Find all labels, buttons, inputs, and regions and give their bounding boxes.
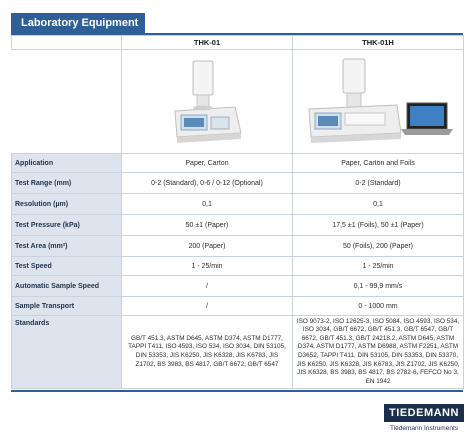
table-row [12, 316, 464, 389]
model-header-thk01h: THK-01H [293, 36, 464, 50]
row-value-thk01h: 50 (Foils), 200 (Paper) [293, 236, 464, 257]
tiedemann-logo: TIEDEMANN [384, 404, 464, 422]
row-value-thk01h: ISO 9073-2, ISO 12625-3, ISO 5084, ISO 4593, ISO 534, ISO 3034, GB/T 6672, GB/T 451.3, GB/T 6547, GB/T 6672, GB/T 451.3, GB/T 24218.2, ASTM D645, ASTM D374, ASTM D1777, ASTM D6988, ASTM F2251, ASTM D3652, TAPPI T411, DIN 53105, DIN 53353, DIN 53370, JIS K6250, JIS K6328, JIS K6783, JIS Z1702, JIS K6250, JIS K6328, BS 3983, BS 4817, BS 2782-6, FEFCO No 3, EN 1942 [293, 316, 464, 389]
page-title: Laboratory Equipment [11, 13, 145, 33]
row-value-thk01h: 0-2 (Standard) [293, 173, 464, 194]
row-label: Sample Transport [12, 297, 122, 316]
thickness-tester-image [167, 55, 247, 147]
table-row [12, 194, 464, 215]
row-label: Test Range (mm) [12, 173, 122, 194]
row-value-thk01h: 0 - 1000 mm [293, 297, 464, 316]
row-value-thk01h: 17,5 ±1 (Foils), 50 ±1 (Paper) [293, 215, 464, 236]
row-value-thk01h: 0,1 - 99,9 mm/s [293, 276, 464, 297]
row-value-thk01: GB/T 451.3, ASTM D645, ASTM D374, ASTM D1777, TAPPI T411, ISO 4593, ISO 534, ISO 3034, DIN 53105, DIN 53353, JIS K6250, JIS K6328, JIS K6783, JIS Z1702, BS 3983, BS 4817, GB/T 6672, GB/T 6547 [122, 316, 293, 389]
row-value-thk01: Paper, Carton [122, 154, 293, 173]
table-row [12, 173, 464, 194]
spec-table [11, 35, 464, 389]
row-label: Application [12, 154, 122, 173]
row-label: Test Area (mm²) [12, 236, 122, 257]
row-value-thk01: 0,1 [122, 194, 293, 215]
row-value-thk01: 1 - 25/min [122, 257, 293, 276]
product-image-thk01 [122, 50, 293, 154]
row-value-thk01h: Paper, Carton and Foils [293, 154, 464, 173]
thickness-tester-laptop-image [303, 55, 453, 147]
table-row [12, 215, 464, 236]
row-value-thk01h: 1 - 25/min [293, 257, 464, 276]
header-corner [12, 36, 122, 50]
row-label: Standards [12, 316, 122, 389]
table-row [12, 236, 464, 257]
row-value-thk01: / [122, 297, 293, 316]
table-row [12, 154, 464, 173]
model-header-thk01: THK-01 [122, 36, 293, 50]
row-label: Test Speed [12, 257, 122, 276]
footer-rule [11, 390, 463, 392]
row-value-thk01: 0-2 (Standard), 0-6 / 0-12 (Optional) [122, 173, 293, 194]
image-corner [12, 50, 122, 154]
table-row [12, 257, 464, 276]
product-image-thk01h [293, 50, 464, 154]
row-label: Automatic Sample Speed [12, 276, 122, 297]
row-label: Test Pressure (kPa) [12, 215, 122, 236]
row-value-thk01h: 0,1 [293, 194, 464, 215]
row-label: Resolution (µm) [12, 194, 122, 215]
row-value-thk01: 50 ±1 (Paper) [122, 215, 293, 236]
row-value-thk01: 200 (Paper) [122, 236, 293, 257]
logo-tagline: Tiedemann Instruments [389, 425, 459, 432]
table-row [12, 276, 464, 297]
row-value-thk01: / [122, 276, 293, 297]
table-row [12, 297, 464, 316]
